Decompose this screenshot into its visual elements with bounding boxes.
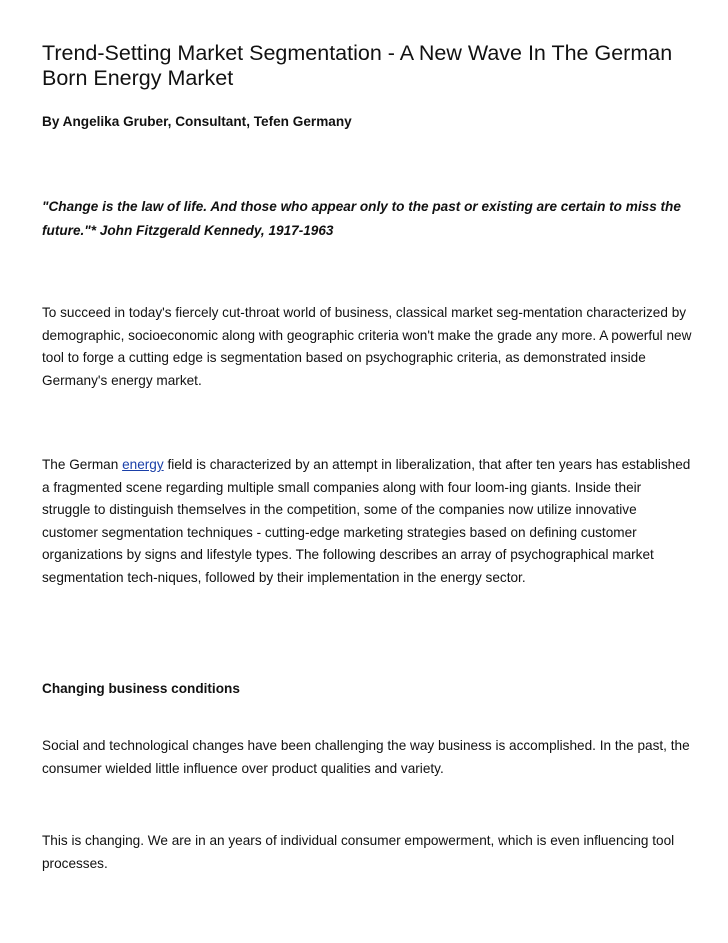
paragraph-social-changes: Social and technological changes have been challenging the way business is accomplished. In the past, the consumer wielded little influence over product qualities and variety. — [42, 738, 690, 776]
paragraph-text-before-link: The German — [42, 457, 123, 472]
document-title: Trend-Setting Market Segmentation - A New Wave In The German Born Energy Market — [42, 41, 673, 90]
section-heading-changing-business-conditions: Changing business conditions — [42, 681, 240, 696]
epigraph-quote: "Change is the law of life. And those who appear only to the past or existing are certain to miss the future."* John Fitzgerald Kennedy, 1917-1963 — [42, 199, 681, 238]
paragraph-consumer-empowerment: This is changing. We are in an years of individual consumer empowerment, which is even influencing tool processes. — [42, 833, 675, 871]
paragraph-text-after-link: field is characterized by an attempt in liberalization, that after ten years has established a fragmented scene regarding multiple small companies along with four loom-ing giants. Inside their struggle to distinguish themselves in the competition, some of the companies now utilize innovative customer segmentation techniques - cutting-edge marketing strategies based on defining customer organizations by signs and lifestyle types. The following describes an array of psychographical market segmentation tech-niques, followed by their implementation in the energy sector. — [42, 457, 691, 585]
paragraph-german-energy — [42, 454, 692, 590]
paragraph-intro: To succeed in today's fiercely cut-throat world of business, classical market seg-mentation characterized by demographic, socioeconomic along with geographic criteria won't make the grade any more. A powerful new tool to forge a cutting edge is segmentation based on psychographic criteria, as demonstrated inside Germany's energy market. — [42, 305, 692, 388]
energy-link[interactable]: energy — [122, 457, 164, 472]
author-byline: By Angelika Gruber, Consultant, Tefen Germany — [42, 114, 352, 129]
